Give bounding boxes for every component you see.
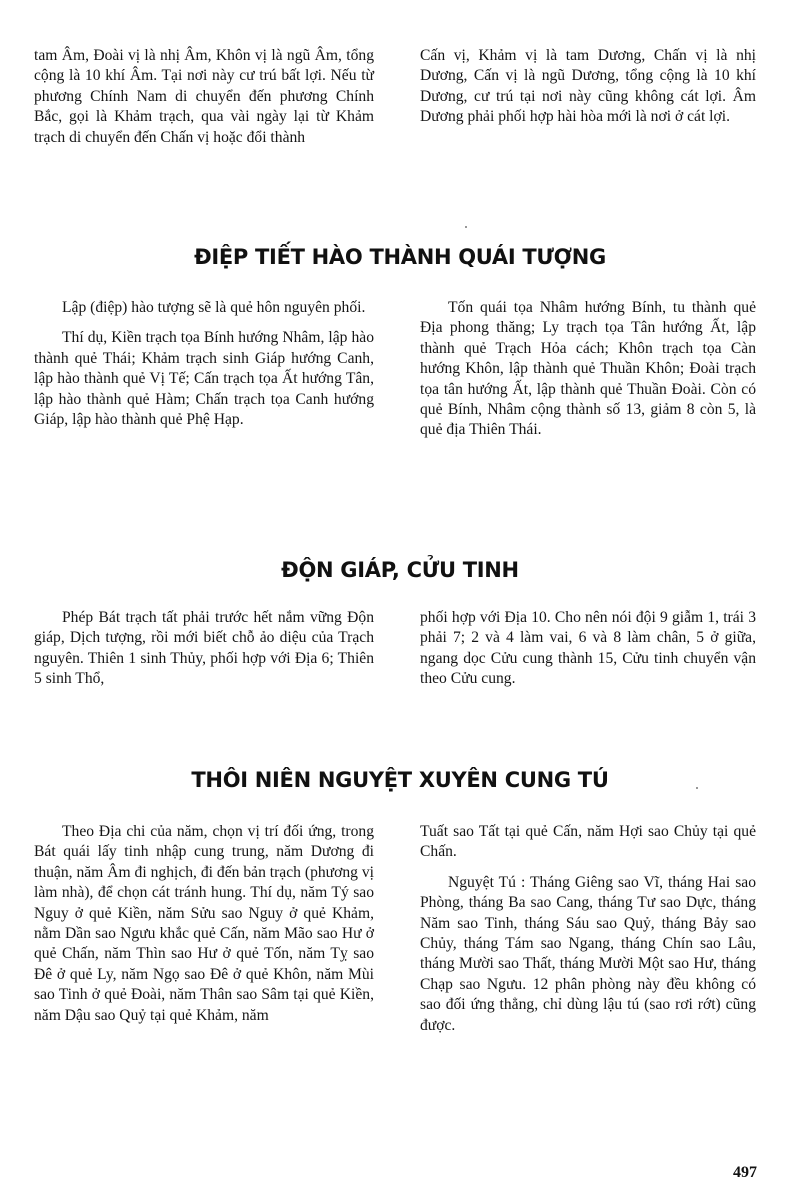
scan-speck — [465, 226, 467, 228]
section-3-left-column — [34, 822, 374, 1036]
section-1-left-column — [34, 298, 374, 440]
section-2-right-column — [420, 608, 756, 700]
paragraph: Nguyệt Tú : Tháng Giêng sao Vĩ, tháng Hai sao Phòng, tháng Ba sao Cang, tháng Tư sao Dực, tháng Năm sao Tinh, tháng Sáu sao Quỷ, tháng Bảy sao Chủy, tháng Tám sao Ngang, tháng Chín sao Lâu, tháng Mười sao Thất, tháng Mười Một sao Hư, tháng Chạp sao Ngưu. 12 phân phòng này đều không có sao đối ứng thẳng, chỉ dùng lậu tú (sao rơi rớt) cũng được. — [420, 873, 756, 1034]
paragraph: Tốn quái tọa Nhâm hướng Bính, tu thành quẻ Địa phong thăng; Ly trạch tọa Tân hướng Ất, lập thành quẻ Trạch Hỏa cách; Khôn trạch tọa Càn hướng Khôn, lập thành quẻ Thuần Khôn; Đoài trạch tọa tân hướng Ất, lập thành quẻ Thuần Đoài. Còn có quẻ Bính, Nhâm cộng thành số 13, giảm 8 còn 5, là quẻ địa Thiên Thái. — [420, 299, 756, 439]
paragraph: Tuất sao Tất tại quẻ Cấn, năm Hợi sao Chủy tại quẻ Chấn. — [420, 823, 756, 861]
section-heading-diep-tiet: ĐIỆP TIẾT HÀO THÀNH QUÁI TƯỢNG — [194, 245, 606, 269]
section-3-right-column — [420, 822, 756, 1046]
paragraph: Lập (điệp) hào tượng sẽ là quẻ hôn nguyên phối. — [62, 299, 366, 316]
paragraph: tam Âm, Đoài vị là nhị Âm, Khôn vị là ngũ Âm, tổng cộng là 10 khí Âm. Tại nơi này cư trú bất lợi. Nếu từ phương Chính Nam di chuyển đến phương Chính Bắc, gọi là Khảm trạch, qua vài ngày lại từ Khảm trạch di chuyển đến Chấn vị hoặc đổi thành — [34, 47, 374, 146]
paragraph: Thí dụ, Kiền trạch tọa Bính hướng Nhâm, lập hào thành quẻ Thái; Khảm trạch sinh Giáp hướng Canh, lập hào thành quẻ Vị Tế; Cấn trạch tọa Ất hướng Tân, lập hào thành quẻ Hàm; Chấn trạch tọa Canh hướng Giáp, lập hào thành quẻ Phệ Hạp. — [34, 329, 374, 429]
paragraph: Theo Địa chi của năm, chọn vị trí đối ứng, trong Bát quái lấy tinh nhập cung trung, năm Dương đi thuận, năm Âm đi nghịch, đi đến bản trạch (phương vị làm nhà), để chọn cát tránh hung. Thí dụ, năm Tý sao Nguy ở quẻ Kiền, năm Sửu sao Nguy ở quẻ Khảm, nằm Dần sao Ngưu khắc quẻ Cấn, năm Mão sao Hư ở quẻ Chấn, năm Thìn sao Hư ở quẻ Tốn, năm Tỵ sao Đê ở quẻ Ly, năm Ngọ sao Đê ở quẻ Khôn, năm Mùi sao Tinh ở quẻ Đoài, năm Thân sao Sâm tại quẻ Kiền, năm Dậu sao Quỷ tại quẻ Khảm, năm — [34, 823, 374, 1024]
section-1-right-column — [420, 298, 756, 451]
page-number: 497 — [733, 1164, 757, 1181]
section-2-left-column — [34, 608, 374, 700]
section-heading-thoi-nien: THÔI NIÊN NGUYỆT XUYÊN CUNG TÚ — [191, 768, 609, 792]
paragraph: phối hợp với Địa 10. Cho nên nói đội 9 giẫm 1, trái 3 phải 7; 2 và 4 làm vai, 6 và 8 làm chân, 5 ở giữa, ngang dọc Cửu cung thành 15, Cửu tinh chuyển vận theo Cửu cung. — [420, 609, 756, 688]
paragraph: Phép Bát trạch tất phải trước hết nắm vững Độn giáp, Dịch tượng, rồi mới biết chỗ ảo diệu của Trạch nguyên. Thiên 1 sinh Thủy, phối hợp với Địa 6; Thiên 5 sinh Thổ, — [34, 609, 374, 688]
top-left-column — [34, 46, 374, 158]
top-right-column — [420, 46, 756, 138]
scan-speck — [696, 787, 698, 789]
paragraph: Cấn vị, Khảm vị là tam Dương, Chấn vị là nhị Dương, Cấn vị là ngũ Dương, tổng cộng là 10 khí Dương, cư trú tại nơi này cũng không cát lợi. Âm Dương phải phối hợp hài hòa mới là nơi ở cát lợi. — [420, 47, 756, 126]
section-heading-don-giap: ĐỘN GIÁP, CỬU TINH — [281, 558, 519, 582]
